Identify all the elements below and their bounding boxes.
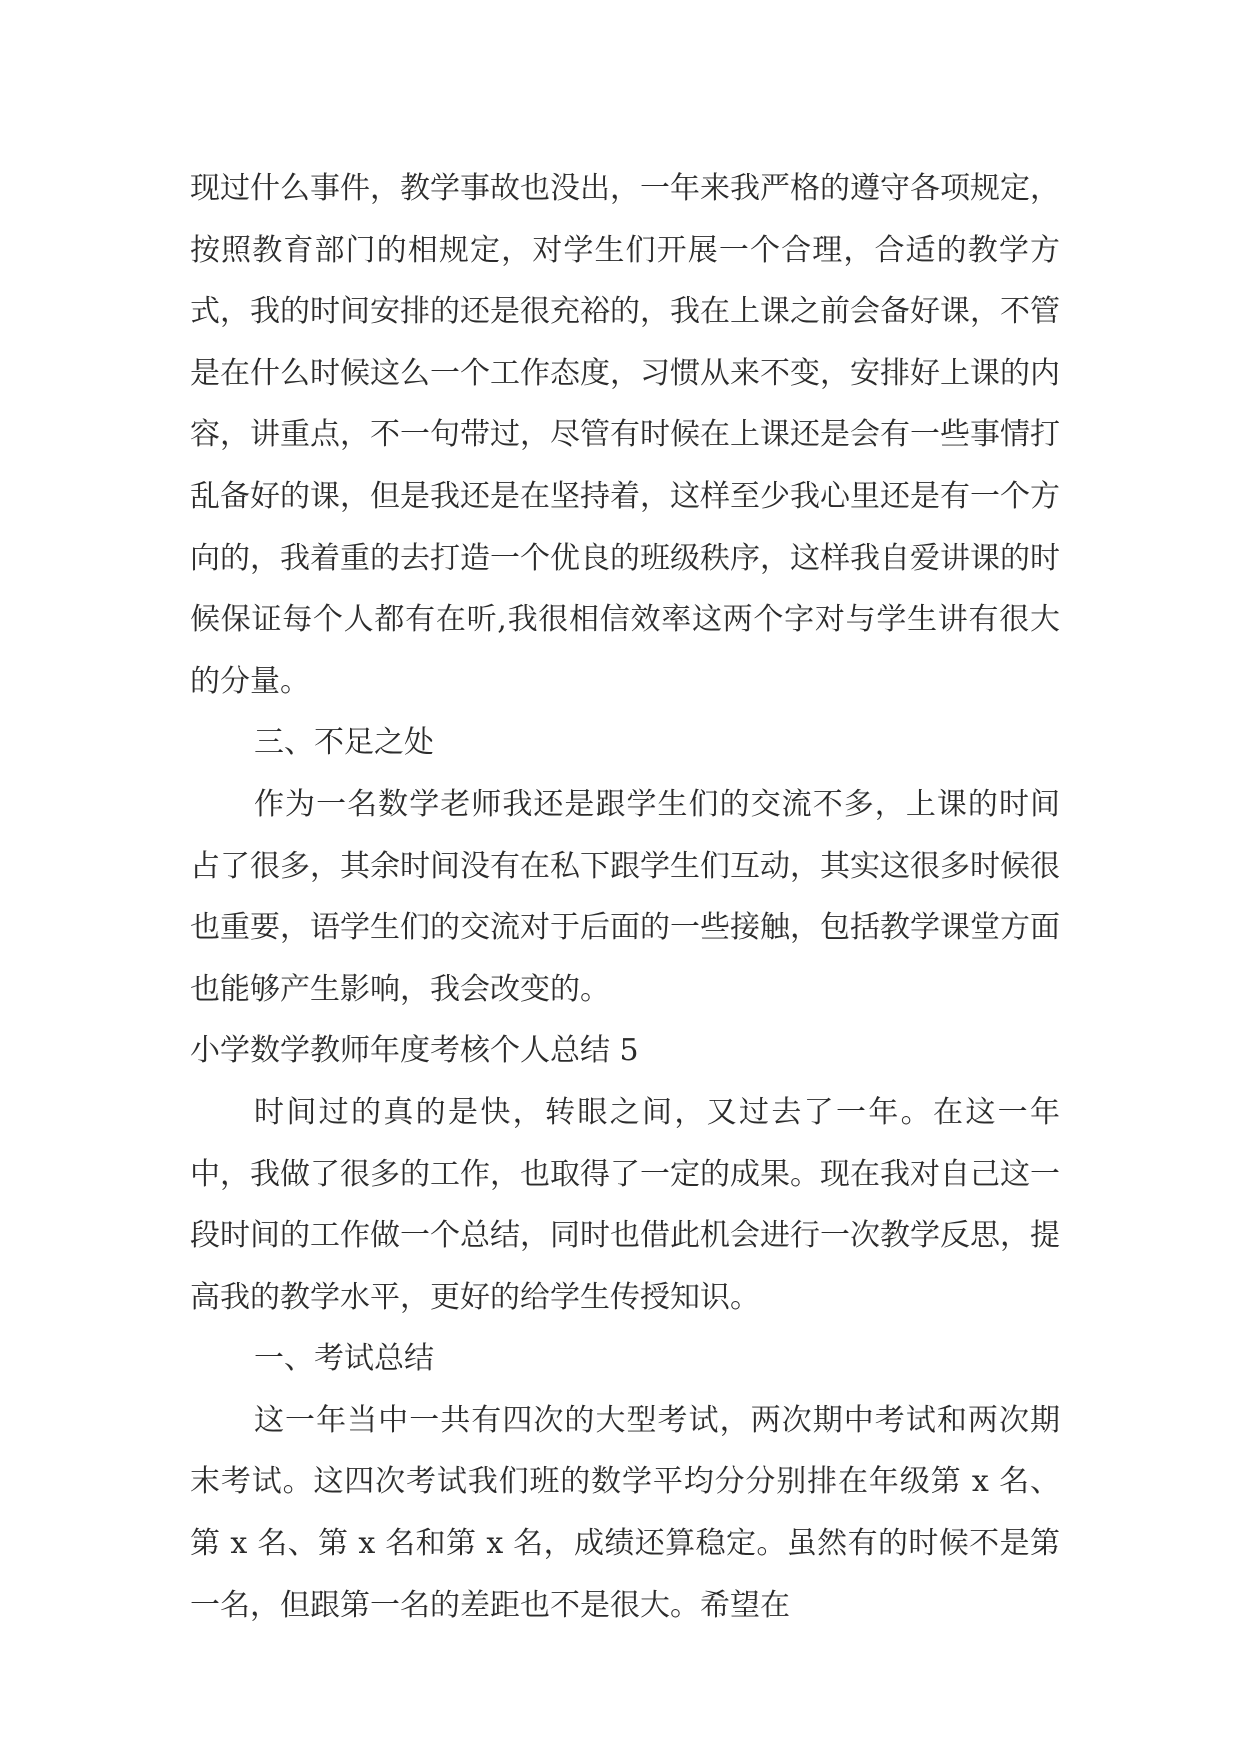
article-title: 小学数学教师年度考核个人总结 5 [190, 1033, 639, 1069]
paragraph-exams: 这一年当中一共有四次的大型考试，两次期中考试和两次期末考试。这四次考试我们班的数学平均分分别排在年级第 x 名、第 x 名、第 x 名和第 x 名，成绩还算稳定。虽然有的时候不是第一名，但跟第一名的差距也不是很大。希望在 [190, 1402, 1060, 1623]
document-body [190, 158, 1060, 1636]
section-heading-exam-summary: 一、考试总结 [254, 1341, 434, 1377]
paragraph-communication: 作为一名数学老师我还是跟学生们的交流不多，上课的时间占了很多，其余时间没有在私下跟学生们互动，其实这很多时候很也重要，语学生们的交流对于后面的一些接触，包括教学课堂方面也能够产生影响，我会改变的。 [190, 786, 1060, 1007]
section-heading-shortcomings: 三、不足之处 [254, 725, 434, 761]
paragraph-intro: 时间过的真的是快，转眼之间，又过去了一年。在这一年中，我做了很多的工作，也取得了一定的成果。现在我对自己这一段时间的工作做一个总结，同时也借此机会进行一次教学反思，提高我的教学水平，更好的给学生传授知识。 [190, 1094, 1060, 1315]
paragraph-continuation: 现过什么事件，教学事故也没出，一年来我严格的遵守各项规定，按照教育部门的相规定，对学生们开展一个合理，合适的教学方式，我的时间安排的还是很充裕的，我在上课之前会备好课，不管是在什么时候这么一个工作态度，习惯从来不变，安排好上课的内容，讲重点，不一句带过，尽管有时候在上课还是会有一些事情打乱备好的课，但是我还是在坚持着，这样至少我心里还是有一个方向的，我着重的去打造一个优良的班级秩序，这样我自爱讲课的时候保证每个人都有在听,我很相信效率这两个字对与学生讲有很大的分量。 [190, 171, 1060, 699]
